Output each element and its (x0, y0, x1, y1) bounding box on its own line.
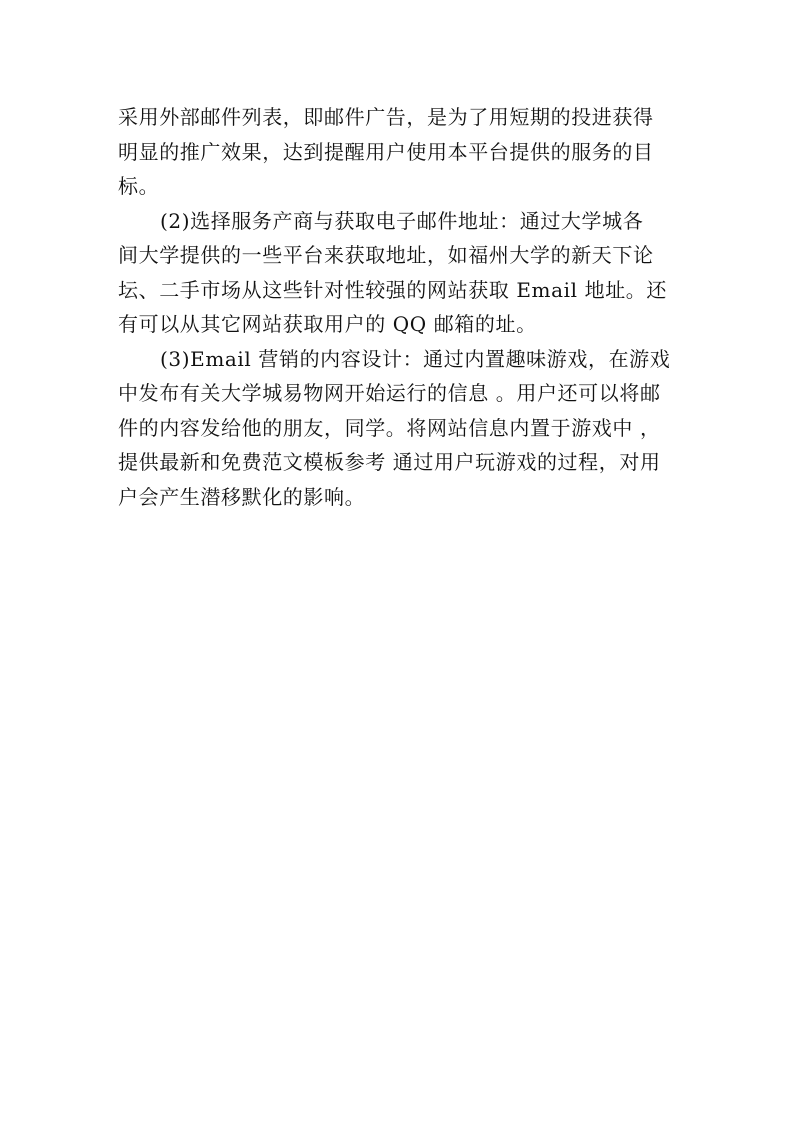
paragraph-3 (118, 342, 678, 515)
text-line: 采用外部邮件列表，即邮件广告，是为了用短期的投进获得 (118, 105, 654, 129)
text-line: (3)Email 营销的内容设计：通过内置趣味游戏，在游戏 (160, 346, 671, 371)
text-line: 提供最新和免费范文模板参考 通过用户玩游戏的过程，对用 (118, 450, 661, 474)
text-line: 明显的推广效果，达到提醒用户使用本平台提供的服务的目 (118, 139, 654, 164)
text-line: 中发布有关大学城易物网开始运行的信息 。用户还可以将邮 (118, 381, 661, 405)
text-line: (2)选择服务产商与获取电子邮件地址：通过大学城各 (160, 208, 644, 233)
document-body (118, 100, 678, 514)
paragraph-2 (118, 204, 678, 342)
text-line: 有可以从其它网站获取用户的 QQ 邮箱的址。 (118, 312, 537, 336)
text-line: 间大学提供的一些平台来获取地址，如福州大学的新天下论 (118, 243, 654, 267)
text-line: 户会产生潜移默化的影响。 (118, 484, 366, 509)
text-line: 件的内容发给他的朋友，同学。将网站信息内置于游戏中 ， (118, 415, 661, 440)
text-line: 坛、二手市场从这些针对性较强的网站获取 Email 地址。还 (118, 277, 667, 302)
text-line: 标。 (118, 174, 160, 198)
paragraph-1 (118, 100, 678, 204)
